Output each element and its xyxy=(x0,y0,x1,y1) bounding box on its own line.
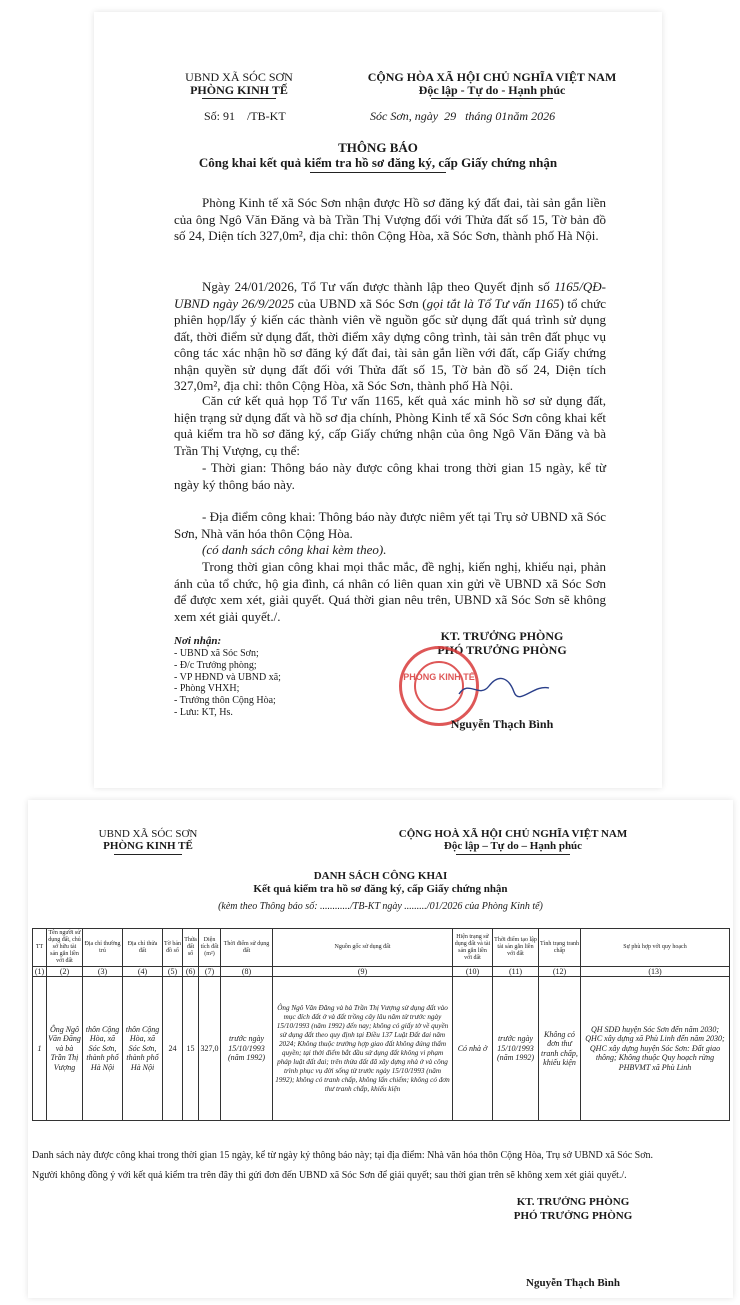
public-list-page xyxy=(28,800,733,1298)
list-header-dept-underline xyxy=(114,854,182,855)
recipients-title: Nơi nhận: xyxy=(174,635,222,647)
doc-subtitle: Công khai kết quả kiểm tra hồ sơ đăng ký, cấp Giấy chứng nhận xyxy=(198,155,558,170)
sign-title-1: KT. TRƯỞNG PHÒNG xyxy=(440,629,564,643)
signature-icon xyxy=(454,674,554,704)
header-agency: UBND XÃ SÓC SƠN xyxy=(185,70,293,84)
cell-dispute-status: Không có đơn thư tranh chấp, khiếu kiện xyxy=(539,977,581,1121)
cell-plot-number: 15 xyxy=(183,977,199,1121)
table-header-cell: Địa chỉ thường trú xyxy=(83,929,123,967)
doc-title: THÔNG BÁO xyxy=(338,140,418,155)
column-number: (12) xyxy=(539,967,581,977)
paragraph-attachment: (có danh sách công khai kèm theo). xyxy=(202,542,387,557)
column-number: (1) xyxy=(33,967,47,977)
cell-map-sheet: 24 xyxy=(163,977,183,1121)
subtitle-underline xyxy=(310,172,446,173)
list-attach-note: (kèm theo Thông báo số: ............/TB-KT ngày ........./01/2026 của Phòng Kinh tế) xyxy=(218,901,543,912)
recipients-list xyxy=(174,648,374,719)
list-header-nation: CỘNG HOÀ XÃ HỘI CHỦ NGHĨA VIỆT NAM xyxy=(398,828,628,840)
table-header-cell: Thửa đất số xyxy=(183,929,199,967)
table-header-row xyxy=(33,929,730,967)
list-sign-title-2: PHÓ TRƯỞNG PHÒNG xyxy=(513,1210,633,1222)
table-row xyxy=(33,977,730,1121)
sign-title-2: PHÓ TRƯỞNG PHÒNG xyxy=(437,643,567,657)
public-list-table xyxy=(32,928,730,1121)
list-header-motto-underline xyxy=(456,854,570,855)
table-header-cell: TT xyxy=(33,929,47,967)
list-subtitle: Kết quả kiểm tra hồ sơ đăng ký, cấp Giấy chứng nhận xyxy=(253,883,508,895)
list-note-2: Người không đồng ý với kết quả kiểm tra trên đây thì gửi đơn đến UBND xã Sóc Sơn để giải quyết; sau thời gian trên sẽ không xem xét giải quyết./. xyxy=(32,1170,627,1181)
cell-residence: thôn Cộng Hòa, xã Sóc Sơn, thành phố Hà Nội xyxy=(83,977,123,1121)
table-header-cell: Thời điểm sử dụng đất xyxy=(221,929,273,967)
recipient-item: - Lưu: KT, Hs. xyxy=(174,706,233,718)
list-note-1: Danh sách này được công khai trong thời gian 15 ngày, kể từ ngày ký thông báo này; tại địa điểm: Nhà văn hóa thôn Cộng Hòa, Trụ sở UBND xã Sóc Sơn. xyxy=(32,1150,653,1161)
column-number: (9) xyxy=(273,967,453,977)
header-nation: CỘNG HÒA XÃ HỘI CHỦ NGHĨA VIỆT NAM xyxy=(367,70,617,84)
signer-name: Nguyễn Thạch Bình xyxy=(450,717,554,731)
table-header-cell: Diện tích đất (m²) xyxy=(199,929,221,967)
cell-plot-address: thôn Cộng Hòa, xã Sóc Sơn, thành phố Hà Nội xyxy=(123,977,163,1121)
table-column-number-row xyxy=(33,967,730,977)
list-signer-name: Nguyễn Thạch Bình xyxy=(526,1277,620,1289)
column-number: (5) xyxy=(163,967,183,977)
paragraph-basis: Căn cứ kết quả họp Tổ Tư vấn 1165, kết quả xác minh hồ sơ sử dụng đất, hiện trạng sử dụng đất và hồ sơ địa chính, Phòng Kinh tế xã Sóc Sơn công khai kết quả kiểm tra hồ sơ đăng ký, cấp Giấy chứng nhận của ông Ngô Văn Đăng và bà Trần Thị Vượng, cụ thể: xyxy=(174,393,606,458)
column-number: (6) xyxy=(183,967,199,977)
column-number: (2) xyxy=(47,967,83,977)
list-sign-title-1: KT. TRƯỞNG PHÒNG xyxy=(516,1196,630,1208)
paragraph-time: - Thời gian: Thông báo này được công khai trong thời gian 15 ngày, kể từ ngày ký thông báo này. xyxy=(174,460,606,492)
recipient-item: - Đ/c Trưởng phòng; xyxy=(174,659,257,671)
table-header-cell: Tờ bản đồ số xyxy=(163,929,183,967)
list-title: DANH SÁCH CÔNG KHAI xyxy=(313,870,448,882)
list-header-dept: PHÒNG KINH TẾ xyxy=(103,840,193,852)
recipient-item: - Phòng VHXH; xyxy=(174,683,240,695)
doc-date: Sóc Sơn, ngày 29 tháng 01năm 2026 xyxy=(370,109,556,123)
cell-use-time: trước ngày 15/10/1993 (năm 1992) xyxy=(221,977,273,1121)
column-number: (11) xyxy=(493,967,539,977)
list-header-motto: Độc lập – Tự do – Hạnh phúc xyxy=(443,840,583,852)
paragraph-receipt: Phòng Kinh tế xã Sóc Sơn nhận được Hồ sơ đăng ký đất đai, tài sản gắn liền của ông Ngô Văn Đăng và bà Trần Thị Vượng đối với Thửa đất số 15, Tờ bản đồ số 24, Diện tích 327,0m², địa chỉ: thôn Cộng Hòa, xã Sóc Sơn, thành phố Hà Nội. xyxy=(174,195,606,243)
header-motto: Độc lập - Tự do - Hạnh phúc xyxy=(418,83,566,97)
cell-land-origin: Ông Ngô Văn Đăng và bà Trần Thị Vượng sử dụng đất vào mục đích đất ở và đất trồng cây lâu năm từ trước ngày 15/10/1993 (năm 1992) đến nay; không có giấy tờ về quyền sử dụng đất theo quy định tại Điều 137 Luật Đất đai năm 2024; Không thuộc trường hợp giao đất không đúng thẩm quyền; tại thời điểm bắt đầu sử dụng đất không vi phạm pháp luật đất đai; trên thửa đất đã xây dựng nhà ở và công trình phục vụ đời sống từ trước ngày 15/10/1993 (năm 1992); không có tranh chấp, không lấn chiếm; không có đơn thư tranh chấp, khiếu kiện xyxy=(273,977,453,1121)
cell-index: 1 xyxy=(33,977,47,1121)
table-header-cell: Tên người sử dụng đất, chủ sở hữu tài sản gắn liền với đất xyxy=(47,929,83,967)
header-motto-underline xyxy=(431,98,553,99)
doc-number: Số: 91 /TB-KT xyxy=(204,109,286,123)
paragraph-meeting: Ngày 24/01/2026, Tổ Tư vấn được thành lập theo Quyết định số 1165/QĐ-UBND ngày 26/9/2025 của UBND xã Sóc Sơn (gọi tắt là Tổ Tư vấn 1165) tổ chức phiên họp/lấy ý kiến các thành viên về nguồn gốc sử dụng đất quá trình sử dụng đất, thời điểm sử dụng đất, thời điểm xây dựng công trình, tài sản trên đất phục vụ công tác xác nhận hồ sơ đăng ký đất đai, tài sản gắn liền với đất, cấp Giấy chứng nhận quyền sử dụng đất đối với Thửa đất số 15, Tờ bản đồ số 24, Diện tích 327,0m², địa chỉ: thôn Cộng Hòa, xã Sóc Sơn, thành phố Hà Nội. xyxy=(174,279,606,393)
column-number: (10) xyxy=(453,967,493,977)
header-dept-underline xyxy=(202,98,276,99)
column-number: (7) xyxy=(199,967,221,977)
cell-asset-time: trước ngày 15/10/1993 (năm 1992) xyxy=(493,977,539,1121)
table-header-cell: Thời điểm tạo lập tài sản gắn liền với đất xyxy=(493,929,539,967)
column-number: (13) xyxy=(581,967,730,977)
column-number: (4) xyxy=(123,967,163,977)
column-number: (8) xyxy=(221,967,273,977)
recipient-item: - VP HĐND và UBND xã; xyxy=(174,671,281,683)
table-header-cell: Hiện trạng sử dụng đất và tài sản gắn liền với đất xyxy=(453,929,493,967)
cell-planning: QH SDĐ huyện Sóc Sơn đến năm 2030; QHC xây dựng xã Phù Linh đến năm 2030; QHC xây dựng huyện Sóc Sơn: Đất giao thông; Không thuộc Quy hoạch rừng PHBVMT xã Phù Linh xyxy=(581,977,730,1121)
column-number: (3) xyxy=(83,967,123,977)
recipient-item: - Trưởng thôn Cộng Hòa; xyxy=(174,695,276,707)
table-header-cell: Sự phù hợp với quy hoạch xyxy=(581,929,730,967)
table-header-cell: Địa chỉ thửa đất xyxy=(123,929,163,967)
notice-page xyxy=(94,12,662,788)
list-header-agency: UBND XÃ SÓC SƠN xyxy=(98,828,198,840)
cell-current-status: Có nhà ở xyxy=(453,977,493,1121)
paragraph-complaints: Trong thời gian công khai mọi thắc mắc, đề nghị, kiến nghị, khiếu nại, phản ánh của tổ chức, hộ gia đình, cá nhân có liên quan xin gửi về UBND xã Sóc Sơn để được xem xét, giải quyết. Quá thời gian nêu trên, UBND xã Sóc Sơn sẽ không xem xét giải quyết./. xyxy=(174,559,606,624)
paragraph-location: - Địa điểm công khai: Thông báo này được niêm yết tại Trụ sở UBND xã Sóc Sơn, Nhà văn hóa thôn Cộng Hòa. xyxy=(174,509,606,541)
official-seal-icon: PHÒNG KINH TẾ xyxy=(399,646,479,726)
table-header-cell: Nguồn gốc sử dụng đất xyxy=(273,929,453,967)
table-header-cell: Tình trạng tranh chấp xyxy=(539,929,581,967)
cell-area: 327,0 xyxy=(199,977,221,1121)
cell-owner: Ông Ngô Văn Đăng và bà Trần Thị Vượng xyxy=(47,977,83,1121)
header-dept: PHÒNG KINH TẾ xyxy=(190,83,288,97)
recipient-item: - UBND xã Sóc Sơn; xyxy=(174,648,259,659)
